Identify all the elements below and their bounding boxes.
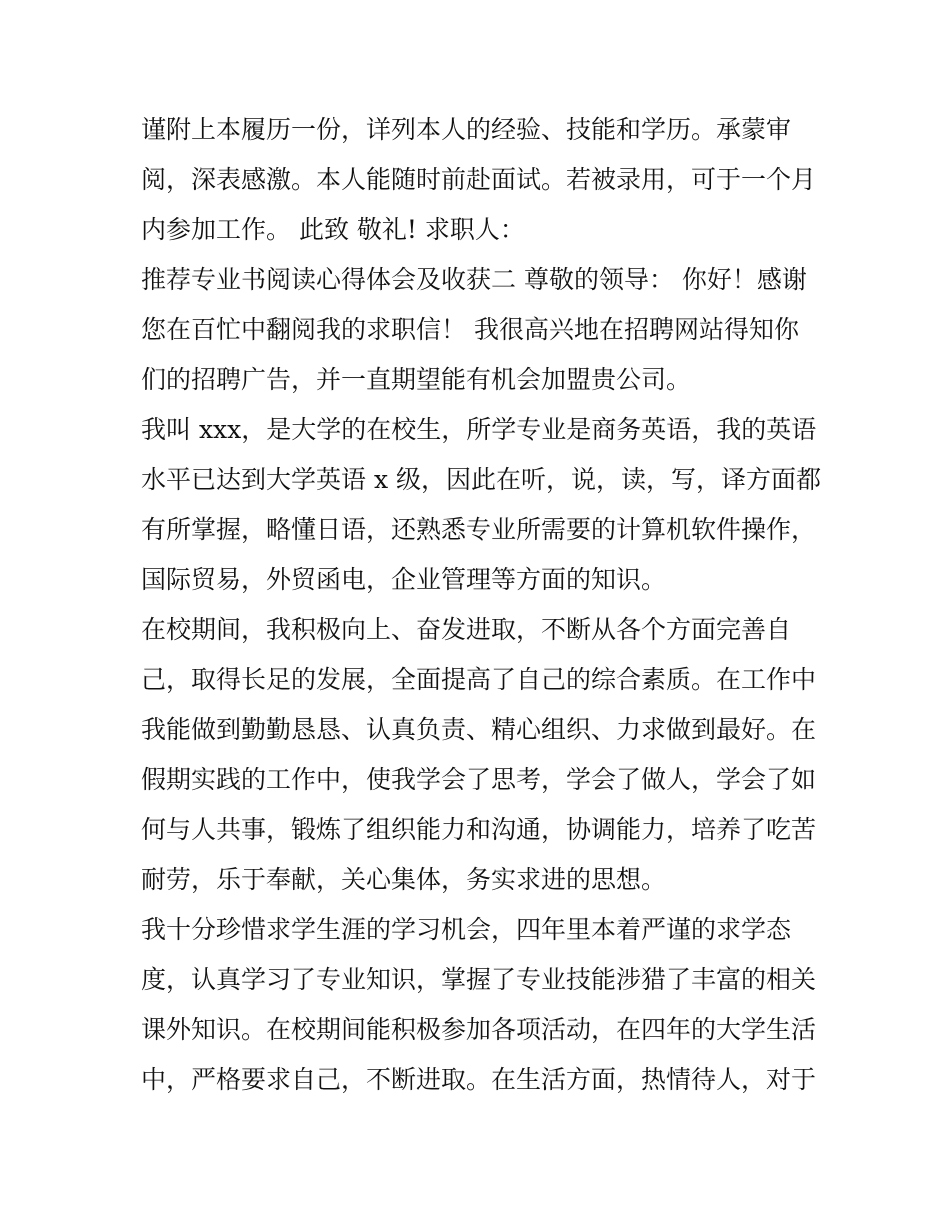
text-line: 国际贸易，外贸函电，企业管理等方面的知识。 xyxy=(141,565,667,594)
text-line: 推荐专业书阅读心得体会及收获二 尊敬的领导： 你好！感谢 xyxy=(141,265,807,294)
text-line: 中，严格要求自己，不断进取。在生活方面，热情待人，对于 xyxy=(141,1065,817,1094)
text-line: 何与人共事，锻炼了组织能力和沟通，协调能力，培养了吃苦 xyxy=(141,815,817,844)
text-line: 我叫 xxx，是大学的在校生，所学专业是商务英语，我的英语 xyxy=(141,415,817,444)
text-line: 在校期间，我积极向上、奋发进取，不断从各个方面完善自 xyxy=(141,615,792,644)
text-line: 水平已达到大学英语 x 级，因此在听，说，读，写，译方面都 xyxy=(141,465,821,494)
text-line: 们的招聘广告，并一直期望能有机会加盟贵公司。 xyxy=(141,365,692,394)
body-text xyxy=(141,105,821,1105)
text-line: 我十分珍惜求学生涯的学习机会，四年里本着严谨的求学态 xyxy=(141,915,792,944)
text-line: 您在百忙中翻阅我的求职信！ 我很高兴地在招聘网站得知你 xyxy=(141,315,799,344)
text-line: 度，认真学习了专业知识，掌握了专业技能涉猎了丰富的相关 xyxy=(141,965,817,994)
text-line: 阅，深表感激。本人能随时前赴面试。若被录用，可于一个月 xyxy=(141,165,817,194)
text-line: 内参加工作。 此致 敬礼! 求职人： xyxy=(141,215,525,244)
text-line: 己，取得长足的发展，全面提高了自己的综合素质。在工作中 xyxy=(141,665,817,694)
text-line: 有所掌握，略懂日语，还熟悉专业所需要的计算机软件操作， xyxy=(141,515,817,544)
text-line: 耐劳，乐于奉献，关心集体，务实求进的思想。 xyxy=(141,865,667,894)
text-line: 课外知识。在校期间能积极参加各项活动，在四年的大学生活 xyxy=(141,1015,817,1044)
text-line: 我能做到勤勤恳恳、认真负责、精心组织、力求做到最好。在 xyxy=(141,715,817,744)
text-line: 谨附上本履历一份，详列本人的经验、技能和学历。承蒙审 xyxy=(141,115,792,144)
text-line: 假期实践的工作中，使我学会了思考，学会了做人，学会了如 xyxy=(141,765,817,794)
